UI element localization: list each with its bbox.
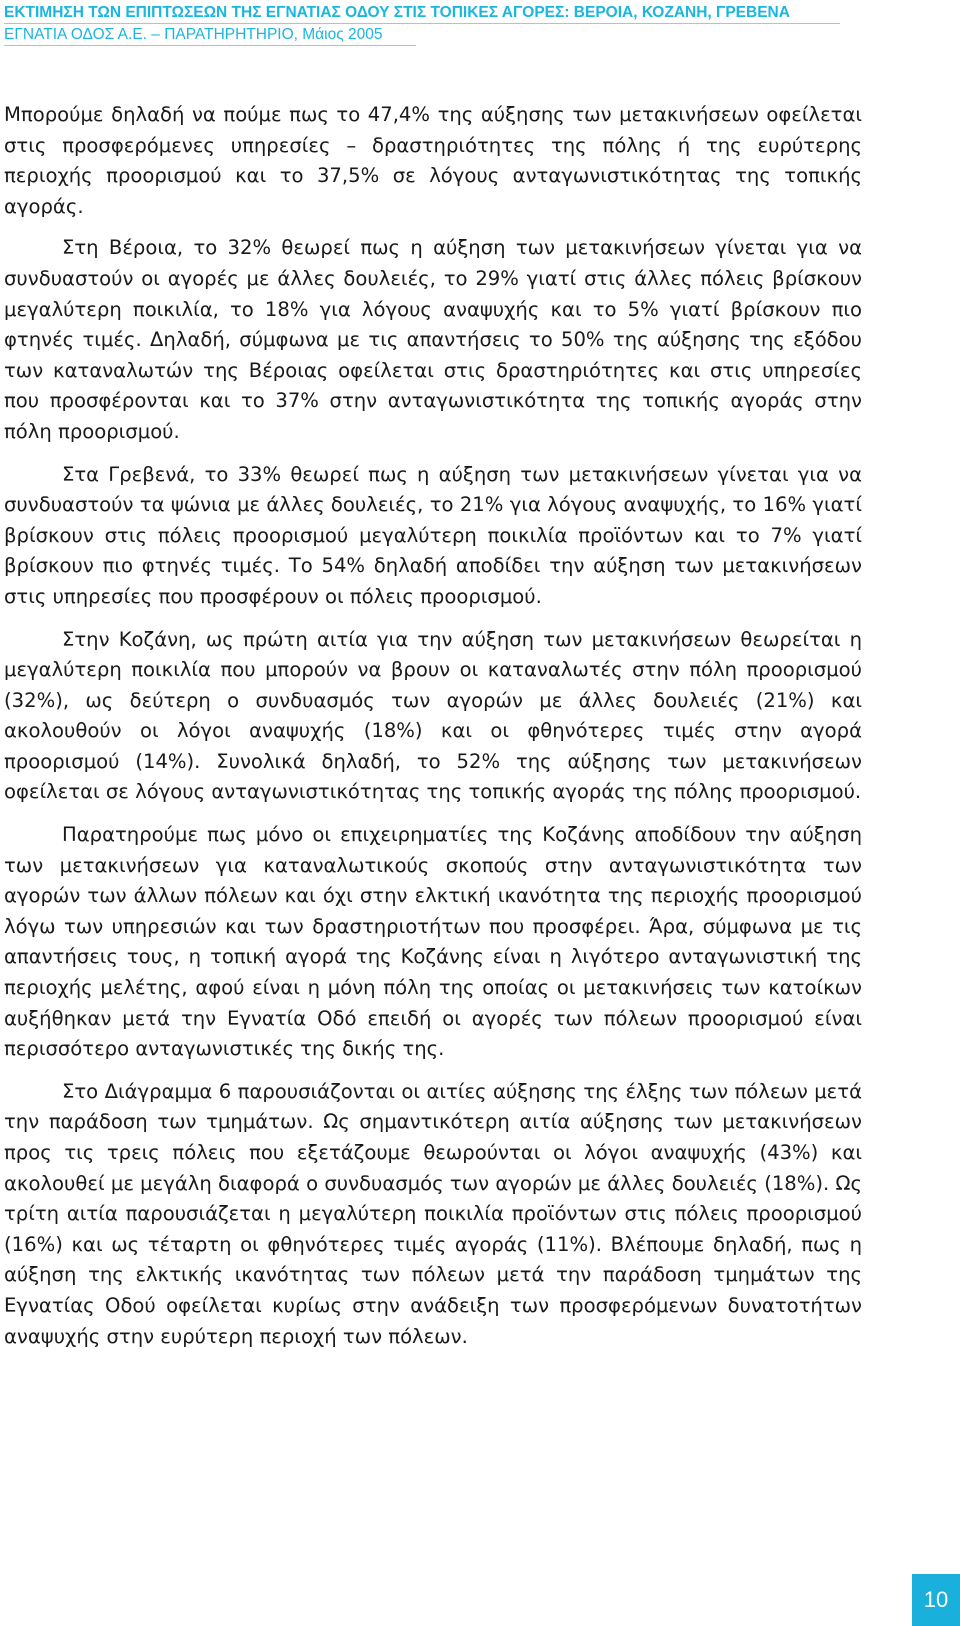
- paragraph-grevena: Στα Γρεβενά, το 33% θεωρεί πως η αύξηση των μετακινήσεων γίνεται για να συνδυαστούν τα ψώνια με άλλες δουλειές, το 21% για λόγους αναψυχής, το 16% γιατί βρίσκουν στις πόλεις προορισμού μεγαλύτερη ποικιλία προϊόντων και το 7% γιατί βρίσκουν πιο φτηνές τιμές. Το 54% δηλαδή αποδίδει την αύξηση των μετακινήσεων στις υπηρεσίες που προσφέρουν οι πόλεις προορισμού.: [4, 462, 862, 608]
- running-header: [4, 2, 840, 46]
- paragraph-kozani-competitiveness: Παρατηρούμε πως μόνο οι επιχειρηματίες της Κοζάνης αποδίδουν την αύξηση των μετακινήσεων για καταναλωτικούς σκοπούς στην ανταγωνιστικότητα των αγορών των άλλων πόλεων και όχι στην ελκτική ικανότητα της περιοχής προορισμού λόγω των υπηρεσιών και των δραστηριοτήτων που προσφέρει. Άρα, σύμφωνα με τις απαντήσεις τους, η τοπική αγορά της Κοζάνης είναι η λιγότερο ανταγωνιστική της περιοχής μελέτης, αφού είναι η μόνη πόλη της οποίας οι μετακινήσεις των κατοίκων αυξήθηκαν μετά την Εγνατία Οδό επειδή οι αγορές των πόλεων προορισμού είναι περισσότερο ανταγωνιστικές της δικής της.: [4, 823, 862, 1061]
- page-number-badge: 10: [912, 1574, 960, 1626]
- paragraph-summary: Μπορούμε δηλαδή να πούμε πως το 47,4% της αύξησης των μετακινήσεων οφείλεται στις προσφερόμενες υπηρεσίες – δραστηριότητες της πόλης ή της ευρύτερης περιοχής προορισμού και το 37,5% σε λόγους ανταγωνιστικότητας της τοπικής αγοράς.: [4, 103, 862, 218]
- paragraph-veroia: Στη Βέροια, το 32% θεωρεί πως η αύξηση των μετακινήσεων γίνεται για να συνδυαστούν οι αγορές με άλλες δουλειές, το 29% γιατί στις άλλες πόλεις βρίσκουν μεγαλύτερη ποικιλία, το 18% για λόγους αναψυχής και το 5% γιατί βρίσκουν πιο φτηνές τιμές. Δηλαδή, σύμφωνα με τις απαντήσεις το 50% της αύξησης της εξόδου των καταναλωτών της Βέροιας οφείλεται στις δραστηριότητες και στις υπηρεσίες που προσφέρονται και το 37% στην ανταγωνιστικότητα της τοπικής αγοράς στην πόλη προορισμού.: [4, 236, 862, 443]
- page-body: [4, 100, 862, 1352]
- paragraph-diagram-6: Στο Διάγραμμα 6 παρουσιάζονται οι αιτίες αύξησης της έλξης των πόλεων μετά την παράδοση των τμημάτων. Ως σημαντικότερη αιτία αύξησης των μετακινήσεων προς τις τρεις πόλεις που εξετάζουμε θεωρούνται οι λόγοι αναψυχής (43%) και ακολουθεί με μεγάλη διαφορά ο συνδυασμός των αγορών με άλλες δουλειές (18%). Ως τρίτη αιτία παρουσιάζεται η μεγαλύτερη ποικιλία προϊόντων στις πόλεις προορισμού (16%) και ως τέταρτη οι φθηνότερες τιμές αγοράς (11%). Βλέπουμε δηλαδή, πως η αύξηση της ελκτικής ικανότητας των πόλεων μετά την παράδοση τμημάτων της Εγνατίας Οδού οφείλεται κυρίως στην ανάδειξη των προσφερόμενων δυνατοτήτων αναψυχής στην ευρύτερη περιοχή των πόλεων.: [4, 1079, 862, 1348]
- publisher-line: ΕΓΝΑΤΙΑ ΟΔΟΣ Α.Ε. – ΠΑΡΑΤΗΡΗΤΗΡΙΟ, Μάιος 2005: [4, 24, 416, 46]
- document-title: ΕΚΤΙΜΗΣΗ ΤΩΝ ΕΠΙΠΤΩΣΕΩΝ ΤΗΣ ΕΓΝΑΤΙΑΣ ΟΔΟΥ ΣΤΙΣ ΤΟΠΙΚΕΣ ΑΓΟΡΕΣ: ΒΕΡΟΙΑ, ΚΟΖΑΝΗ, ΓΡΕΒΕΝΑ: [4, 2, 840, 24]
- paragraph-kozani: Στην Κοζάνη, ως πρώτη αιτία για την αύξηση των μετακινήσεων θεωρείται η μεγαλύτερη ποικιλία που μπορούν να βρουν οι καταναλωτές στην πόλη προορισμού (32%), ως δεύτερη ο συνδυασμός των αγορών με άλλες δουλειές (21%) και ακολουθούν οι λόγοι αναψυχής (18%) και οι φθηνότερες τιμές στην αγορά προορισμού (14%). Συνολικά δηλαδή, το 52% της αύξησης των μετακινήσεων οφείλεται σε λόγους ανταγωνιστικότητας της τοπικής αγοράς της πόλης προορισμού.: [4, 627, 862, 804]
